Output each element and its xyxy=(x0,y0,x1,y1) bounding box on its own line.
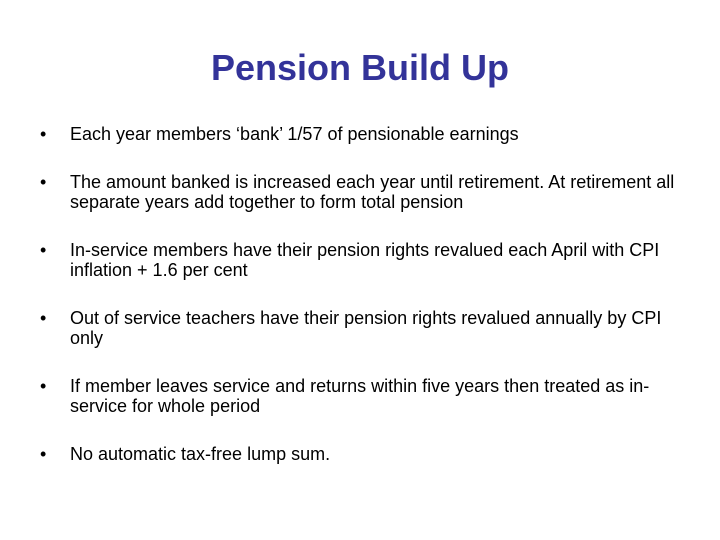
bullet-marker: • xyxy=(40,124,47,144)
bullet-marker: • xyxy=(40,376,47,396)
bullet-item xyxy=(40,124,680,144)
bullet-item xyxy=(40,172,680,212)
bullet-item xyxy=(40,444,680,464)
bullet-text: No automatic tax-free lump sum. xyxy=(70,444,331,464)
bullet-marker: • xyxy=(40,240,47,260)
bullet-text: If member leaves service and returns within five years then treated as in-service for whole period xyxy=(70,376,650,416)
bullet-marker: • xyxy=(40,308,47,328)
bullet-marker: • xyxy=(40,172,47,192)
bullet-text: The amount banked is increased each year until retirement. At retirement all separate years add together to form total pension xyxy=(70,172,675,212)
bullet-item xyxy=(40,376,680,416)
bullet-item xyxy=(40,308,680,348)
bullet-text: Each year members ‘bank’ 1/57 of pensionable earnings xyxy=(70,124,519,144)
bullet-list xyxy=(40,124,680,492)
bullet-marker: • xyxy=(40,444,47,464)
bullet-text: Out of service teachers have their pension rights revalued annually by CPI only xyxy=(70,308,662,348)
bullet-item xyxy=(40,240,680,280)
bullet-text: In-service members have their pension rights revalued each April with CPI inflation + 1.6 per cent xyxy=(70,240,660,280)
slide-title: Pension Build Up xyxy=(210,47,509,88)
